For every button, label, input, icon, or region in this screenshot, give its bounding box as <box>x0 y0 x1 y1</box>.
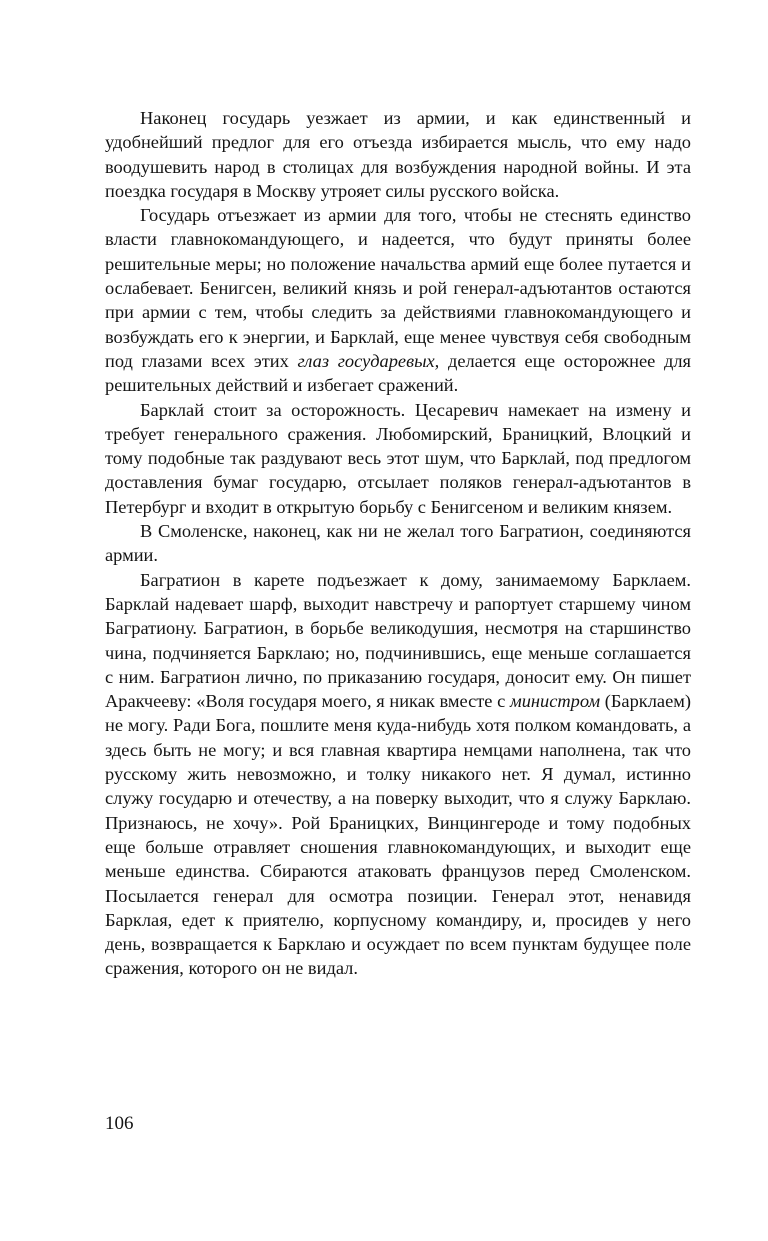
paragraph <box>105 568 691 981</box>
paragraph <box>105 519 691 568</box>
text-block <box>105 106 691 981</box>
text-run: В Смоленске, наконец, как ни не желал того Багратион, соединяются армии. <box>105 521 691 566</box>
italic-text-run: глаз государевых, <box>297 350 440 371</box>
text-run: делается еще осторожнее для решительных действий и избегает сражений. <box>105 350 691 396</box>
paragraph <box>105 203 691 397</box>
text-run: (Барклаем) не могу. Ради Бога, пошлите меня куда-нибудь хотя полком командовать, а здесь быть не могу; и вся главная квартира немцами наполнена, так что русскому жить невозможно, и толку никакого нет. Я думал, истинно служу государю и отечеству, а на поверку выходит, что я служу Барклаю. Признаюсь, не хочу». Рой Браницких, Винцингероде и тому подобных еще больше отравляет сношения главнокомандующих, и выходит еще меньше единства. Сбираются атаковать французов перед Смоленском. Посылается генерал для осмотра позиции. Генерал этот, ненавидя Барклая, едет к приятелю, корпусному командиру, и, просидев у него день, возвращается к Барклаю и осуждает по всем пунктам будущее поле сражения, которого он не видал. <box>105 691 691 979</box>
text-run: Наконец государь уезжает из армии, и как единственный и удобнейший предлог для его отъезда избирается мысль, что ему надо воодушевить народ в столицах для возбуждения народной войны. И эта поездка государя в Москву утрояет силы русского войска. <box>105 108 691 201</box>
paragraph <box>105 106 691 203</box>
text-run: Барклай стоит за осторожность. Цесаревич намекает на измену и требует генерального сражения. Любомирский, Браницкий, Влоцкий и тому подобные так раздувают весь этот шум, что Барклай, под предлогом доставления бумаг государю, отсылает поляков генерал-адъютантов в Петербург и входит в открытую борьбу с Бенигсеном и великим князем. <box>105 399 691 517</box>
text-run: Багратион в карете подъезжает к дому, занимаемому Барклаем. Барклай надевает шарф, выходит навстречу и рапортует старшему чином Багратиону. Багратион, в борьбе великодушия, несмотря на старшинство чина, подчиняется Барклаю; но, подчинившись, еще меньше соглашается с ним. Багратион лично, по приказанию государя, доносит ему. Он пишет Аракчееву: «Воля государя моего, я никак вместе с <box>105 569 691 712</box>
paragraph <box>105 398 691 519</box>
italic-text-run: министром <box>509 691 601 712</box>
page-number: 106 <box>105 1113 134 1134</box>
text-run: Государь отъезжает из армии для того, чтобы не стеснять единство власти главнокомандующего, и надеется, что будут приняты более решительные меры; но положение начальства армий еще более путается и ослабевает. Бенигсен, великий князь и рой генерал-адъютантов остаются при армии с тем, чтобы следить за действиями главнокомандующего и возбуждать его к энергии, и Барклай, еще менее чувствуя себя свободным под глазами всех этих <box>105 205 691 371</box>
